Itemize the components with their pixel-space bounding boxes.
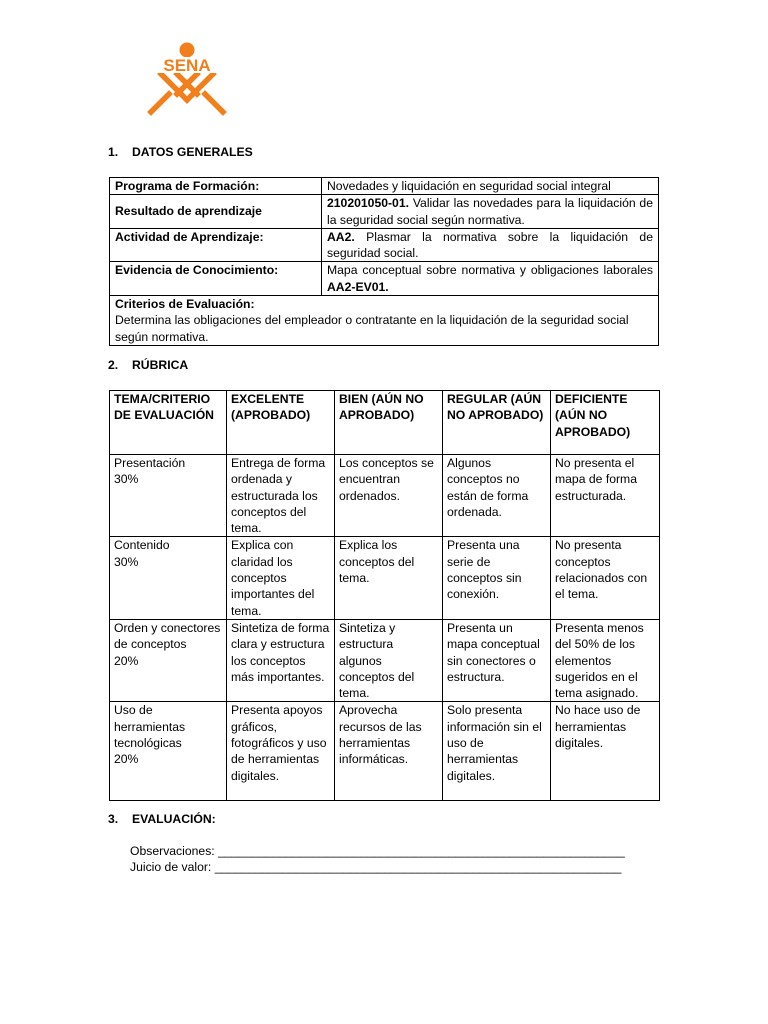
- evidencia-text: Mapa conceptual sobre normativa y obligaciones laborales: [327, 263, 653, 278]
- criterio-name: Contenido: [114, 538, 170, 553]
- table-row: [110, 455, 660, 537]
- actividad-value: [322, 228, 659, 262]
- header-deficiente: DEFICIENTE (AÚN NO APROBADO): [551, 391, 660, 455]
- resultado-value: [322, 195, 659, 229]
- section-number: 2.: [108, 358, 119, 372]
- table-row: [110, 702, 660, 801]
- bien-cell: Sintetiza y estructura algunos conceptos del tema.: [335, 619, 443, 701]
- actividad-code: AA2.: [327, 229, 355, 244]
- section-title: EVALUACIÓN:: [132, 812, 216, 826]
- table-row: [110, 296, 659, 346]
- table-row: [110, 228, 659, 262]
- criterio-cell: [110, 619, 227, 701]
- regular-cell: Algunos conceptos no están de forma ordenada.: [443, 455, 551, 537]
- excelente-cell: Explica con claridad los conceptos importantes del tema.: [227, 537, 335, 619]
- criterio-peso: 20%: [114, 752, 139, 767]
- criterio-name: Presentación: [114, 456, 186, 470]
- actividad-text: Plasmar la normativa sobre la liquidación de seguridad social.: [327, 229, 653, 261]
- juicio-blank: ____________________________________________________________: [214, 860, 622, 874]
- deficiente-cell: Presenta menos del 50% de los elementos sugeridos en el tema asignado.: [551, 619, 660, 701]
- deficiente-cell: No hace uso de herramientas digitales.: [551, 702, 660, 801]
- deficiente-cell: No presenta conceptos relacionados con el tema.: [551, 537, 660, 619]
- observaciones-row: [130, 843, 625, 859]
- juicio-label: Juicio de valor:: [130, 860, 212, 874]
- observaciones-blank: ____________________________________________________________: [218, 844, 625, 858]
- datos-generales-table: [109, 177, 659, 346]
- criterio-cell: [110, 702, 227, 801]
- excelente-cell: Sintetiza de forma clara y estructura los conceptos más importantes.: [227, 619, 335, 701]
- table-row: [110, 195, 659, 229]
- section-datos-generales: [108, 144, 253, 160]
- resultado-label: Resultado de aprendizaje: [110, 195, 322, 229]
- regular-cell: Presenta una serie de conceptos sin conexión.: [443, 537, 551, 619]
- evidencia-label: Evidencia de Conocimiento:: [110, 262, 322, 296]
- logo-text: SENA: [163, 56, 211, 75]
- section-evaluacion: [108, 811, 216, 827]
- evidencia-code: AA2-EV01.: [327, 279, 389, 294]
- criterio-name: Uso de herramientas tecnológicas: [114, 703, 186, 751]
- juicio-row: [130, 859, 621, 875]
- section-title: RÚBRICA: [132, 358, 189, 372]
- header-regular: REGULAR (AÚN NO APROBADO): [443, 391, 551, 455]
- sena-logo: [147, 42, 227, 116]
- evidencia-value: [322, 262, 659, 296]
- table-row: [110, 537, 660, 619]
- header-excelente: EXCELENTE (APROBADO): [227, 391, 335, 455]
- programa-label: Programa de Formación:: [110, 178, 322, 195]
- criterio-peso: 30%: [114, 472, 139, 487]
- criterio-cell: [110, 455, 227, 537]
- criterio-peso: 20%: [114, 653, 139, 668]
- criterio-peso: 30%: [114, 554, 139, 569]
- header-tema: TEMA/CRITERIO DE EVALUACIÓN: [110, 391, 227, 455]
- excelente-cell: Presenta apoyos gráficos, fotográficos y uso de herramientas digitales.: [227, 702, 335, 801]
- resultado-code: 210201050-01.: [327, 196, 410, 211]
- header-bien: BIEN (AÚN NO APROBADO): [335, 391, 443, 455]
- criterios-label: Criterios de Evaluación:: [115, 297, 255, 312]
- observaciones-label: Observaciones:: [130, 844, 215, 858]
- table-row: [110, 619, 660, 701]
- section-number: 1.: [108, 145, 119, 159]
- section-number: 3.: [108, 812, 119, 826]
- actividad-label: Actividad de Aprendizaje:: [110, 228, 322, 262]
- bien-cell: Los conceptos se encuentran ordenados.: [335, 455, 443, 537]
- regular-cell: Solo presenta información sin el uso de herramientas digitales.: [443, 702, 551, 801]
- programa-value: Novedades y liquidación en seguridad social integral: [322, 178, 659, 195]
- rubrica-table: [109, 390, 660, 801]
- table-row: [110, 262, 659, 296]
- section-rubrica: [108, 357, 188, 373]
- table-row: [110, 178, 659, 195]
- criterios-text: Determina las obligaciones del empleador o contratante en la liquidación de la seguridad social según normativa.: [115, 313, 629, 344]
- deficiente-cell: No presenta el mapa de forma estructurada.: [551, 455, 660, 537]
- table-header-row: [110, 391, 660, 455]
- section-title: DATOS GENERALES: [132, 145, 253, 159]
- bien-cell: Aprovecha recursos de las herramientas informáticas.: [335, 702, 443, 801]
- regular-cell: Presenta un mapa conceptual sin conectores o estructura.: [443, 619, 551, 701]
- criterio-cell: [110, 537, 227, 619]
- criterios-cell: [110, 296, 659, 346]
- resultado-text: Validar las novedades para la liquidación de la seguridad social según normativa.: [327, 196, 653, 227]
- criterio-name: Orden y conectores de conceptos: [114, 620, 221, 652]
- excelente-cell: Entrega de forma ordenada y estructurada los conceptos del tema.: [227, 455, 335, 537]
- bien-cell: Explica los conceptos del tema.: [335, 537, 443, 619]
